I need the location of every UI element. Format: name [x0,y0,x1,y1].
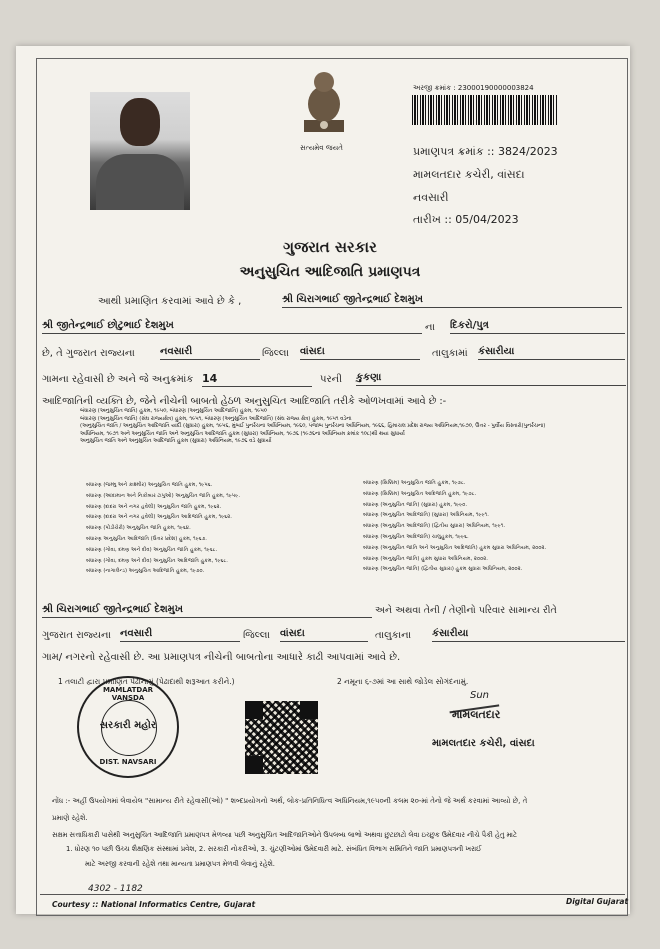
list-item: બંધારણ (નાગાલેન્ડ) અનુસુચિત આદિજાતિ હુકમ, ૧૯૭૦. [86,568,205,575]
note-2: સક્ષમ સત્તાધિકારી પાસેથી અનુસુચિત આદિજાતિ પ્રમાણપત્ર મેળવ્યા પછી અનુસુચિત આદિજાતિઓને ઉપલબ્ધ લાભો અથવા છુટછાટો લેવા ઇચ્છુક ઉમેદવાર નીચે પૈકી હેતુ માટે [52,831,517,839]
seal-center-text: સરકારી મહોર [99,720,157,731]
basis-item-1: 1 તલાટી દ્વારા પ્રમાણિત પેઢીનામું (પેઢાદાથી શરૂઆત કરીને.) [58,677,235,686]
list-item: બંધારણ (અનુસુચિત જાતિ) હુકમ સુધારા અધિનિયમ, ૨૦૦૨. [363,555,488,562]
village-value-2: કંસારીયા [432,628,625,642]
applicant-photo [90,92,190,210]
order-line: બંધારણ (અનુસુચિત જાતિ) (સંઘ રાજ્યક્ષેત્ર) હુકમ, ૧૯૫૧, બંધારણ (અનુસુચિત આદિજાતિ) (સંઘ રાજ્ય ક્ષેત્ર) હુકમ, ૧૯૫૧ વડેના [80,415,352,422]
list-item: બંધારણ (દાદરા અને નગર હવેલી) અનુસુચિત આદિજાતિ હુકમ, ૧૯૬૨. [86,514,232,521]
issuing-district: નવસારી [413,191,449,204]
right-orders-list [363,478,623,575]
application-number: અરજી ક્રમાંક : 23000190000003824 [413,84,534,92]
serial-prefix: ગામના રહેવાસી છે અને જે અનુક્રમાંક [42,374,194,385]
note-1b: પ્રમાણે રહેશે. [52,814,88,822]
taluka-label: તાલુકામાં [432,348,468,359]
list-item: બંધારણ (અનુસુચિત આદિજાતિ) (દ્વિતીય સુધારા) અધિનિયમ, ૧૯૯૧. [363,523,506,530]
footer-courtesy: Courtesy :: National Informatics Centre, Gujarat [52,900,256,909]
left-orders-list [86,480,356,577]
list-item: બંધારણ (દાદરા અને નગર હવેલી) અનુસુચિત જાતિ હુકમ, ૧૯૬૨. [86,503,222,510]
note-4: માટે અરજી કરવાની રહેશે તથા માન્યતા પ્રમાણપત્ર મેળવી લેવાનું રહેશે. [85,860,275,868]
footer-brand: Digital Gujarat [566,897,629,906]
list-item: બંધારણ (અનુસુચિત આદિજાતિ) (સુધારા) અધિનિયમ, ૧૯૯૧. [363,512,489,519]
certificate-title: અનુસુચિત આદિજાતિ પ્રમાણપત્ર [239,264,421,280]
qr-code [245,701,318,774]
certificate-number: પ્રમાણપત્ર ક્રમાંક :: 3824/2023 [413,145,558,158]
list-item: બંધારણ (પોંડીચેરી) અનુસુચિત જાતિ હુકમ, ૧૯૬૪. [86,525,191,532]
issue-basis-line: ગામ/ નગરનો રહેવાસી છે. આ પ્રમાણપત્ર નીચેની બાબતોના આધારે કાઢી આપવામાં આવે છે. [42,652,401,663]
government-title: ગુજરાત સરકાર [283,238,377,256]
na-label: ના [425,322,435,333]
district-value-2: નવસારી [120,628,240,642]
resident-name: શ્રી ચિરાગભાઈ જીતેન્દ્રભાઈ દેશમુખ [42,604,372,618]
order-line: અનુસુચિત જાતિ અને અનુસુચિત આદિજાતિ હુકમ (સુધારા) અધિનિયમ, ૧૯૭૬ વડે સુધાર્યા [80,438,272,445]
official-seal [77,676,179,778]
handwritten-number: 4302 - 1182 [88,884,143,894]
taluka-value: વાંસદા [300,346,420,360]
orders-block [80,408,625,446]
list-item: બંધારણ (સિક્કિમ) અનુસુચિત જાતિ હુકમ, ૧૯૭૮. [363,480,466,486]
resident-suffix: અને અથવા તેની / તેણીનો પરિવાર સામાન્ય રીતે [375,605,557,616]
list-item: બંધારણ (અનુસુચિત જાતિ અને અનુસુચિત આદિજાતિ) હુકમ સુધારા અધિનિયમ, ૨૦૦૨. [363,544,547,551]
signatory-office: મામલતદાર કચેરી, વાંસદા [432,738,535,749]
order-line: (અનુસુચિત જાતિ / અનુસુચિત આદિજાતિ યાદી (સુધારા) હુકમ, ૧૯૫૬, મુંબઈ પુનર્રચના અધિનિયમ, ૧૯૬૦, પંજાબ પુનર્રચના અધિનિયમ, ૧૯૬૬, હિમાચલ પ્રદેશ રાજ્ય અધિનિયમ,૧૯૭૦, ઉત્તર - પુર્વીય વિસ્તારો(પુનર્રચના) [80,423,546,430]
village-value: કંસારીયા [478,346,625,360]
seal-top-text: MAMLATDAR VANSDA [102,686,154,702]
list-item: બંધારણ (ગોવા, દમણ અને દીવ) અનુસુચિત જાતિ હુકમ, ૧૯૬૮. [86,546,218,553]
note-1: નોંધ :- અહીં ઉપયોગમાં લેવાયેલ "સામાન્ય રીતે રહેવાસી(ઓ) " શબ્દપ્રયોગનો અર્થ, લોક-પ્રતિનિધિત્વ અધિનિયમ,૧૯૫૦ની કલમ ૨૦-માં તેનો જે અર્થ કરવામાં આવ્યો છે, તે [52,797,528,805]
relation: દિકરો/પુત્ર [450,320,625,334]
state-prefix-2: ગુજરાત રાજ્યના [42,630,111,641]
state-prefix: છે, તે ગુજરાત રાજ્યના [42,348,135,359]
order-line: અધિનિયમ, ૧૯૭૧ અને અનુસુચિત જાતિ અને અનુસુચિત આદિજાતિ હુકમ (સુધારા) અધિનિયમ, ૧૯૭૬ (૧૯૭૬ના અધિનિયમ ક્રમાંક ૧૦૮)થી થયા સુધાર્યા [80,430,405,437]
signature-text: Sun [470,690,490,701]
seal-bottom-text: DIST. NAVSARI [99,758,157,766]
list-item: બંધારણ (આંદામાન અને નિકોબાર ટાપુઓ) અનુસુચિત જાતિ હુકમ, ૧૯૫૯. [86,492,240,499]
order-line: બંધારણ (અનુસુચિત જાતિ) હુકમ, ૧૯૫૦, બંધારણ (અનુસુચિત આદિજાતિ) હુકમ, ૧૯૫૦ [80,408,267,414]
taluka-value-2: વાંસદા [280,628,368,642]
applicant-name: શ્રી ચિરાગભાઈ જીતેન્દ્રભાઈ દેશમુખ [282,294,622,308]
issue-date: તારીખ :: 05/04/2023 [413,213,519,226]
taluka-label-2: તાલુકાના [375,630,412,641]
list-item: બંધારણ (સિક્કિમ) અનુસુચિત આદિજાતિ હુકમ, ૧૯૭૮. [363,490,477,497]
district-value: નવસારી [160,346,260,360]
signatory-title: મામલતદાર [452,708,501,721]
basis-item-2: 2 નમૂના ૬-૭માં આ સાથે જોડેલ સોગંદનામું. [337,677,469,686]
issuing-office: મામલતદાર કચેરી, વાંસદા [413,168,525,181]
barcode [412,95,557,125]
certified-prefix: આથી પ્રમાણિત કરવામાં આવે છે કે , [98,296,242,307]
serial-number: 14 [202,372,312,387]
list-item: બંધારણ (અનુસુચિત આદિજાતિ) ચાલુહુકમ, ૧૯૯૬. [363,533,469,540]
declaration: આદિજાતિની વ્યક્તિ છે, જેને નીચેની બાબતો હેઠળ અનુસુચિત આદિજાતિ તરીકે ઓળખવામાં આવે છે :- [42,396,447,407]
emblem-caption: સત્યમેવ જયતે [300,144,343,152]
parent-name: શ્રી જીતેન્દ્રભાઈ છોટુભાઈ દેશમુખ [42,320,422,334]
district-label: જિલ્લા [262,348,289,359]
list-item: બંધારણ (અનુસુચિત જાતિ) (દ્વિતીય સુધારા) હુકમ સુધારા અધિનિયમ, ૨૦૦૨. [363,566,523,573]
note-3: 1. ધોરણ ૧૦ પછી ઉચ્ચ શૈક્ષણિક સંસ્થામાં પ્રવેશ, 2. સરકારી નોકરીઓ, 3. ચુંટણીઓમાં ઉમેદવારી માટે. સંબંધિત વિભાગ સમિતિને જાતિ પ્રમાણપત્રની ખરાઈ [66,845,482,853]
footer-divider [40,894,625,895]
list-item: બંધારણ (અનુસુચિત જાતિ) (સુધારા) હુકમ, ૧૯૯૦. [363,501,468,508]
tribe-prefix: પરની [320,374,342,385]
tribe-value: કુકણા [356,372,626,386]
district-label-2: જિલ્લા [243,630,270,641]
national-emblem-icon [298,70,350,144]
list-item: બંધારણ (જમ્મુ અને કાશ્મીર) અનુસુચિત જાતિ હુકમ, ૧૯૫૬. [86,482,213,488]
list-item: બંધારણ (ગોવા, દમણ અને દીવ) અનુસુચિત આદિજાતિ હુકમ, ૧૯૬૮. [86,557,228,564]
list-item: બંધારણ અનુસુચિત આદિજાતિ (ઉત્તર પ્રદેશ) હુકમ, ૧૯૬૭. [86,535,207,542]
